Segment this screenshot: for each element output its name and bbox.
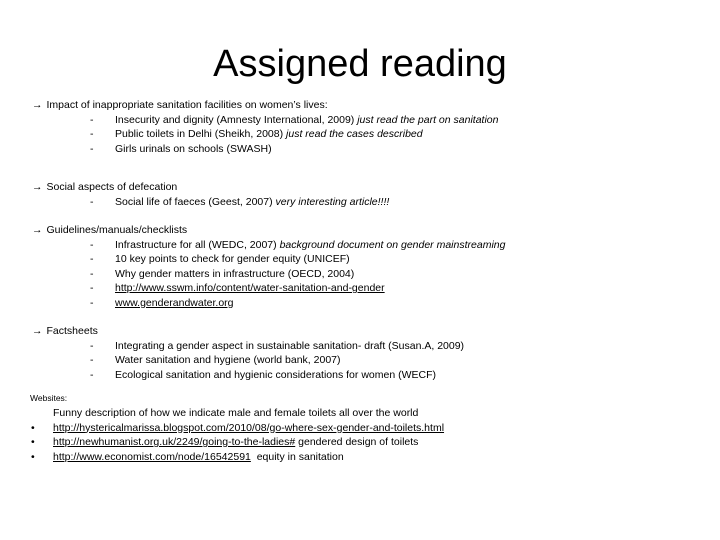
section-heading-text: Impact of inappropriate sanitation facilities on women’s lives: xyxy=(46,99,328,111)
item-text: Public toilets in Delhi (Sheikh, 2008) xyxy=(115,128,284,140)
list-item xyxy=(32,238,505,253)
dash-bullet: - xyxy=(90,142,94,155)
list-item xyxy=(32,296,505,311)
list-item xyxy=(32,281,505,296)
right-arrow-icon: → xyxy=(32,99,43,111)
list-item xyxy=(32,339,464,354)
list-item xyxy=(32,195,389,210)
economist-link[interactable]: http://www.economist.com/node/16542591 xyxy=(53,450,251,463)
websites-list xyxy=(31,406,444,464)
item-note: background document on gender mainstreaming xyxy=(279,238,506,251)
list-item xyxy=(32,127,498,142)
dash-bullet: - xyxy=(90,296,94,309)
item-text: Infrastructure for all (WEDC, 2007) xyxy=(115,238,277,251)
dash-bullet: - xyxy=(90,128,94,140)
dash-bullet: - xyxy=(90,238,94,251)
item-text: Social life of faeces (Geest, 2007) xyxy=(115,195,273,208)
hystericalmarissa-link[interactable]: http://hystericalmarissa.blogspot.com/2010/08/go-where-sex-gender-and-toilets.html xyxy=(53,421,445,434)
dash-bullet: - xyxy=(90,282,94,294)
list-item xyxy=(32,252,505,267)
websites-intro: Funny description of how we indicate male and female toilets all over the world xyxy=(53,407,419,419)
section-heading-text: Factsheets xyxy=(46,325,98,337)
list-item xyxy=(32,267,505,282)
websites-label: Websites: xyxy=(30,393,68,403)
list-item xyxy=(31,450,444,465)
newhumanist-link[interactable]: http://newhumanist.org.uk/2249/going-to-the-ladies# xyxy=(53,436,296,448)
item-text: Water sanitation and hygiene (world bank, 2007) xyxy=(115,354,341,366)
bullet-dot: • xyxy=(31,450,35,463)
list-item xyxy=(32,353,464,368)
section-heading xyxy=(32,324,464,339)
bullet-dot: • xyxy=(31,421,35,434)
section-heading-text: Social aspects of defecation xyxy=(46,181,178,193)
link-description: equity in sanitation xyxy=(250,450,344,463)
dash-bullet: - xyxy=(90,113,94,126)
genderandwater-link[interactable]: www.genderandwater.org xyxy=(115,296,234,309)
item-text: 10 key points to check for gender equity (UNICEF) xyxy=(115,253,350,265)
section-factsheets xyxy=(32,324,464,382)
dash-bullet: - xyxy=(90,195,94,208)
list-item xyxy=(31,435,444,450)
item-text: Why gender matters in infrastructure (OECD, 2004) xyxy=(115,267,355,280)
right-arrow-icon: → xyxy=(32,325,43,337)
section-social xyxy=(32,180,389,209)
right-arrow-icon: → xyxy=(32,181,43,193)
list-item xyxy=(31,421,444,436)
section-heading xyxy=(32,98,498,113)
bullet-dot: • xyxy=(31,436,35,448)
item-note: just read the cases described xyxy=(286,128,423,140)
item-note: just read the part on sanitation xyxy=(357,113,499,126)
item-text: Girls urinals on schools (SWASH) xyxy=(115,142,272,155)
sswm-link[interactable]: http://www.sswm.info/content/water-sanitation-and-gender xyxy=(115,282,385,294)
list-item xyxy=(32,142,498,157)
section-heading-text: Guidelines/manuals/checklists xyxy=(46,224,188,236)
list-item xyxy=(32,113,498,128)
right-arrow-icon: → xyxy=(32,224,43,236)
list-item xyxy=(32,368,464,383)
section-guidelines xyxy=(32,223,505,310)
dash-bullet: - xyxy=(90,253,94,265)
item-note: very interesting article!!!! xyxy=(275,195,390,208)
dash-bullet: - xyxy=(90,354,94,366)
slide-title: Assigned reading xyxy=(213,43,507,85)
link-description: gendered design of toilets xyxy=(295,436,419,448)
section-heading xyxy=(32,180,389,195)
section-heading xyxy=(32,223,505,238)
item-text: Integrating a gender aspect in sustainable sanitation- draft (Susan.A, 2009) xyxy=(115,339,465,352)
item-text: Insecurity and dignity (Amnesty International, 2009) xyxy=(115,113,355,126)
dash-bullet: - xyxy=(90,339,94,352)
dash-bullet: - xyxy=(90,368,94,381)
section-impact xyxy=(32,98,498,156)
item-text: Ecological sanitation and hygienic considerations for women (WECF) xyxy=(115,368,436,381)
dash-bullet: - xyxy=(90,267,94,280)
